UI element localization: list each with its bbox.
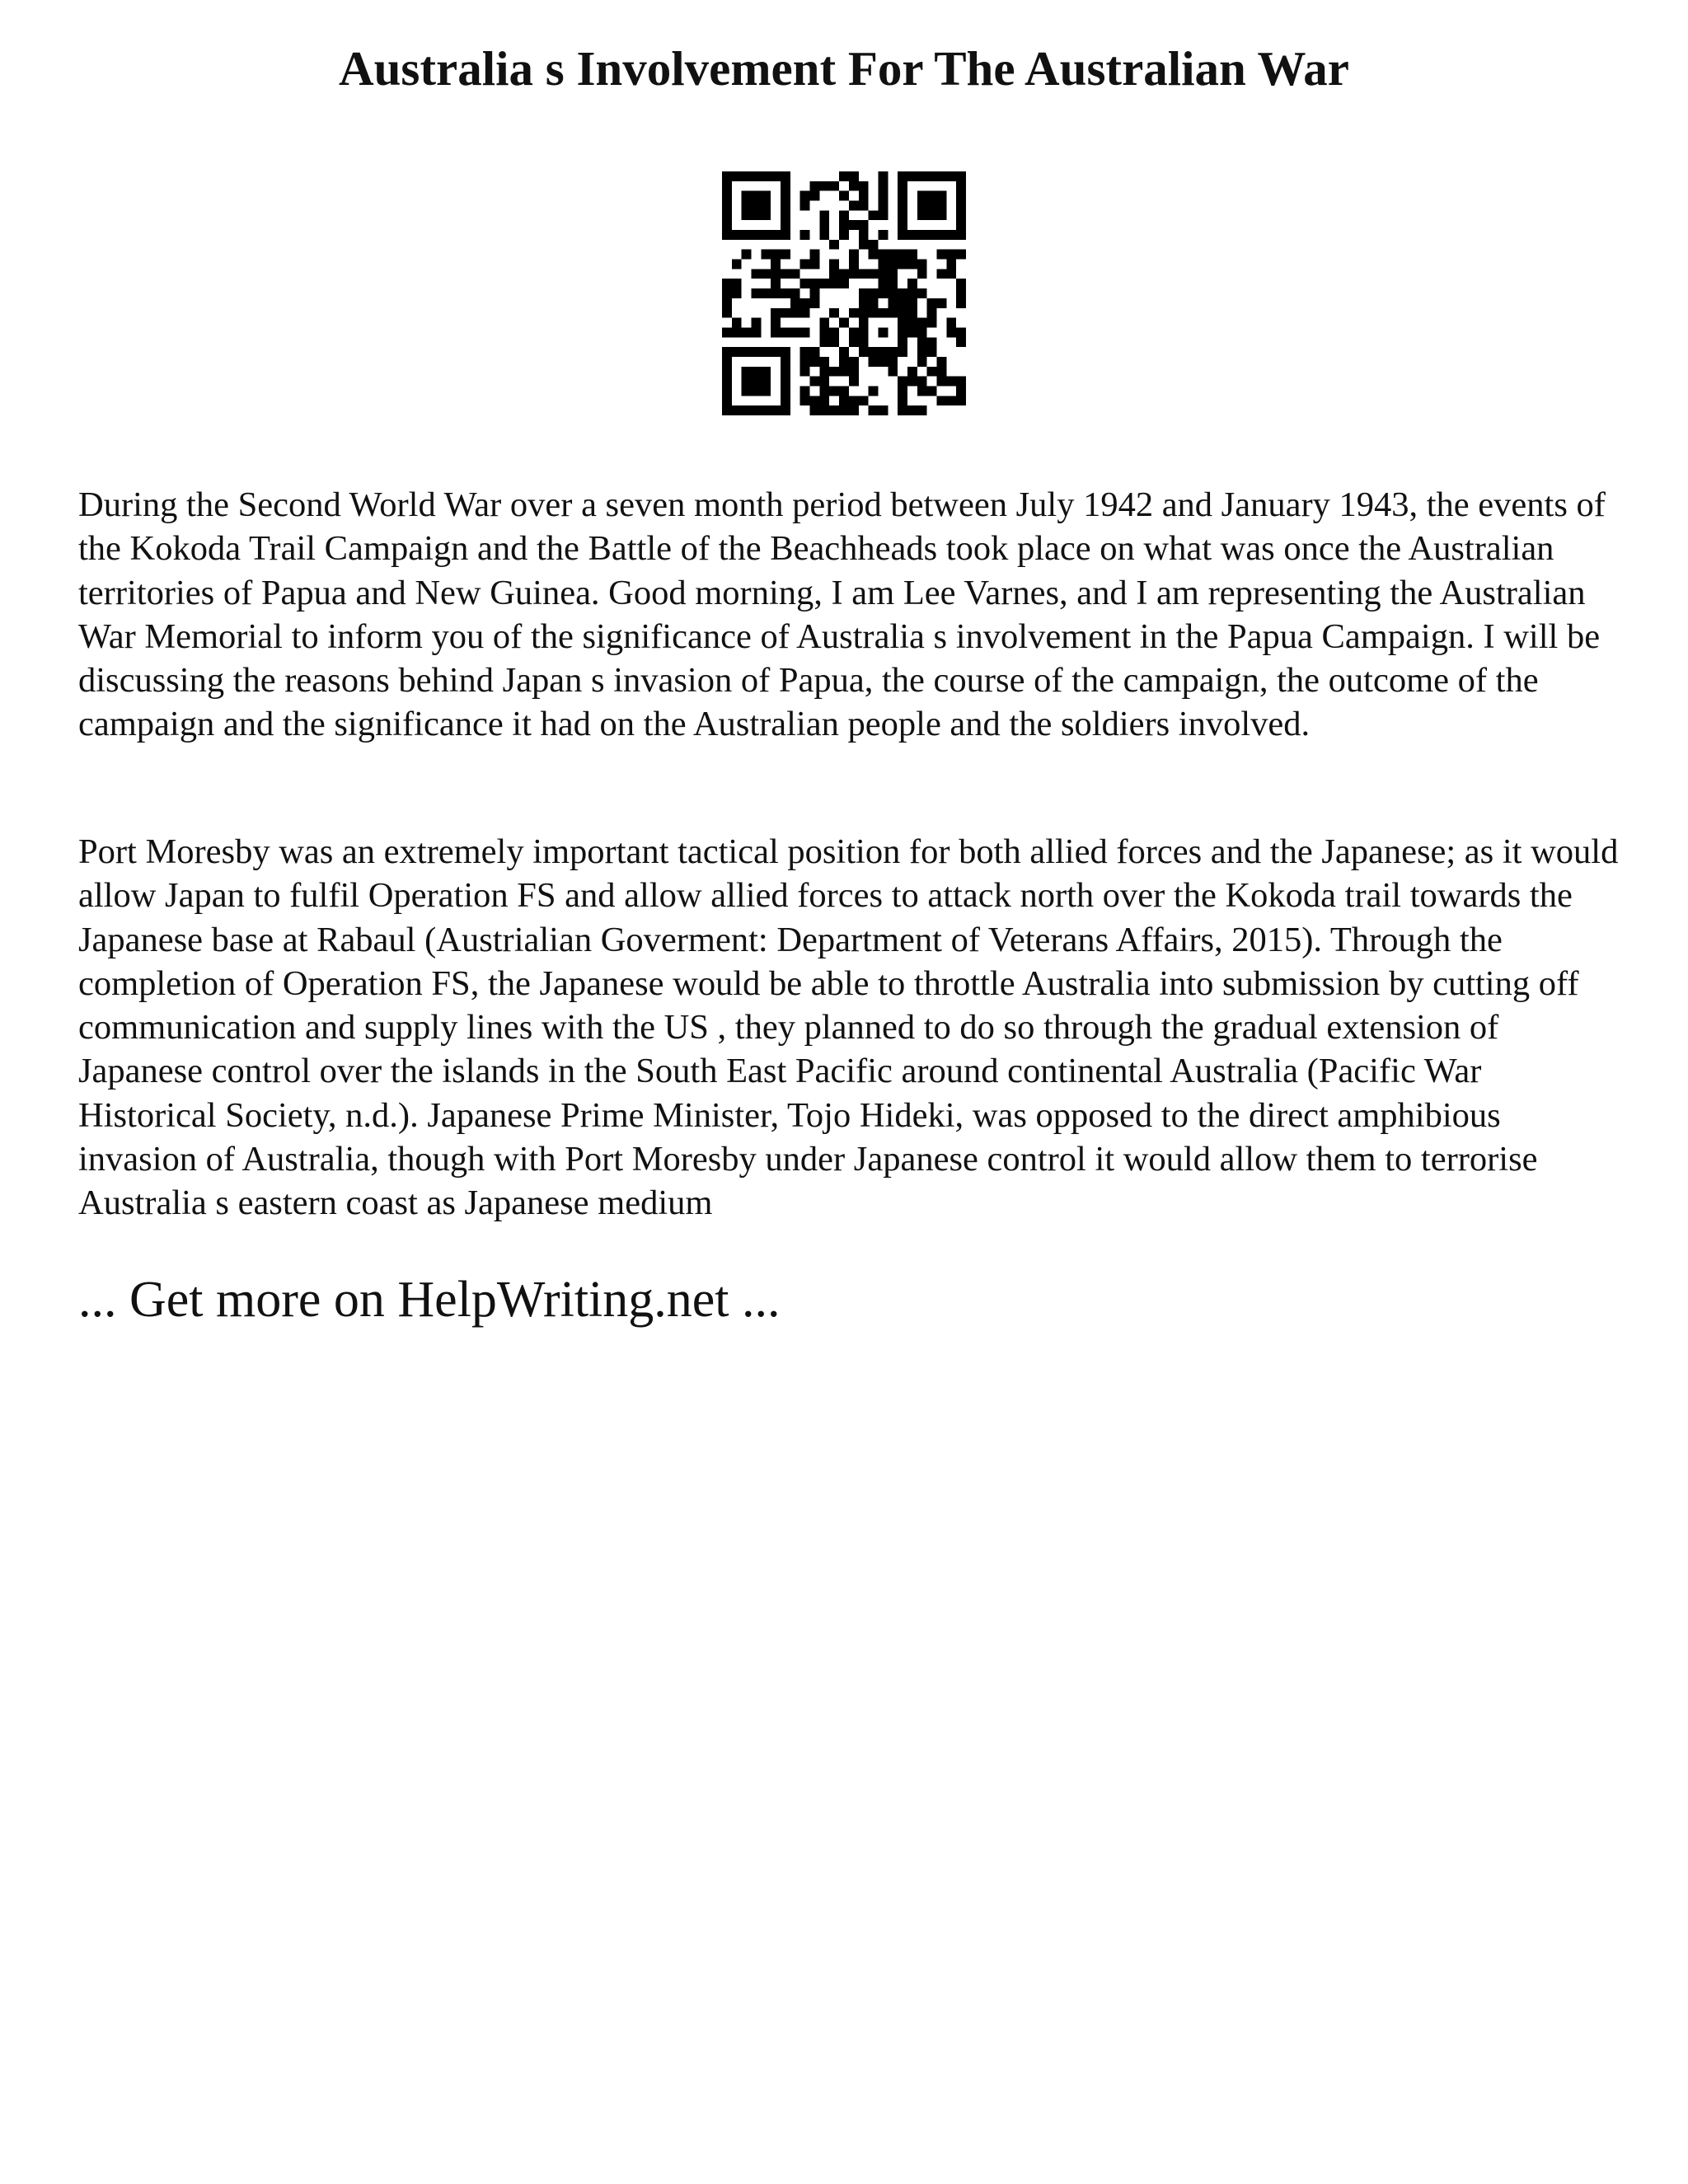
qr-code-icon (722, 171, 966, 415)
body-paragraph-2: Port Moresby was an extremely important tactical position for both allied forces and the Japanese; as it would allow Japan to fulfil Operation FS and allow allied forces to attack north over the Kokoda trail towards the Japanese base at Rabaul (Austrialian Goverment: Department of Veterans Affairs, 2015). Through the completion of Operation FS, the Japanese would be able to throttle Australia into submission by cutting off communication and supply lines with the US , they planned to do so through the gradual extension of Japanese control over the islands in the South East Pacific around continental Australia (Pacific War Historical Society, n.d.). Japanese Prime Minister, Tojo Hideki, was opposed to the direct amphibious invasion of Australia, though with Port Moresby under Japanese control it would allow them to terrorise Australia s eastern coast as Japanese medium (78, 832, 1619, 1223)
qr-code-graphic (722, 171, 966, 415)
document-title: Australia s Involvement For The Australian War (339, 41, 1349, 96)
get-more-link[interactable]: ... Get more on HelpWriting.net ... (78, 1272, 781, 1328)
body-paragraph-1: During the Second World War over a seven month period between July 1942 and January 1943, the events of the Kokoda Trail Campaign and the Battle of the Beachheads took place on what was once the Australian territories of Papua and New Guinea. Good morning, I am Lee Varnes, and I am representing the Australian War Memorial to inform you of the significance of Australia s involvement in the Papua Campaign. I will be discussing the reasons behind Japan s invasion of Papua, the course of the campaign, the outcome of the campaign and the significance it had on the Australian people and the soldiers involved. (78, 485, 1606, 744)
